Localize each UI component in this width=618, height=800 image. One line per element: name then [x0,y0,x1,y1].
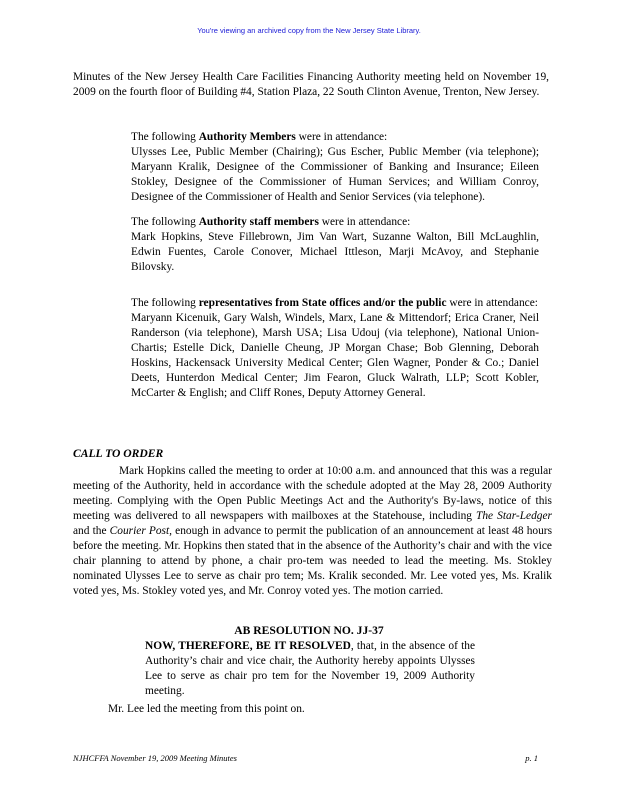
newspaper-star-ledger: The Star-Ledger [476,510,552,522]
call-to-order-heading: CALL TO ORDER [73,447,164,460]
led-meeting-paragraph: Mr. Lee led the meeting from this point on. [108,703,305,715]
resolution-body: NOW, THEREFORE, BE IT RESOLVED, that, in the absence of the Authority’s chair and vice chair, the Authority hereby appoints Ulysses Lee to serve as chair pro tem for the November 19, 2009 Authority meeting. [145,640,475,697]
resolution-lead-bold: NOW, THEREFORE, BE IT RESOLVED [145,640,351,652]
call-to-order-paragraph: Mark Hopkins called the meeting to order at 10:00 a.m. and announced that this was a regular meeting of the Authority, held in accordance with the schedule adopted at the May 28, 2009 Authority meeting. Complying with the Open Public Meetings Act and the Authority's By-laws, notice of this meeting was delivered to all newspapers with mailboxes at the Statehouse, including The Star-Ledger and the Courier Post, enough in advance to permit the publication of an announcement at least 48 hours before the meeting. Mr. Hopkins then stated that in the absence of the Authority’s chair and with the vice chair planning to attend by phone, a chair pro-tem was needed to lead the meeting. Ms. Stokley nominated Ulysses Lee to serve as chair pro tem; Ms. Kralik seconded. Mr. Lee voted yes, Ms. Kralik voted yes, Ms. Stokley voted yes, and Mr. Conroy voted yes. The motion carried. [73,465,553,597]
public-lead-bold: representatives from State offices and/or the public [198,297,447,309]
members-section [131,130,539,205]
public-section [131,296,539,401]
members-lead-bold: Authority Members [198,131,296,143]
public-lead: The following representatives from State offices and/or the public were in attendance: [131,297,538,309]
intro-paragraph: Minutes of the New Jersey Health Care Facilities Financing Authority meeting held on November 19, 2009 on the fourth floor of Building #4, Station Plaza, 22 South Clinton Avenue, Trenton, New Jersey. [73,71,549,98]
members-lead: The following Authority Members were in attendance: [131,131,388,143]
staff-section [131,215,539,275]
staff-lead: The following Authority staff members were in attendance: [131,216,411,228]
staff-list: Mark Hopkins, Steve Fillebrown, Jim Van Wart, Suzanne Walton, Bill McLaughlin, Edwin Fuentes, Carole Conover, Michael Ittleson, Marji McAvoy, and Stephanie Bilovsky. [131,231,539,273]
archive-banner-link[interactable]: You're viewing an archived copy from the New Jersey State Library. [197,26,421,35]
members-list: Ulysses Lee, Public Member (Chairing); Gus Escher, Public Member (via telephone); Maryann Kralik, Designee of the Commissioner of Banking and Insurance; Eileen Stokley, Designee of the Commissioner of Human Services; and William Conroy, Designee of the Commissioner of Health and Senior Services (via telephone). [131,146,539,203]
footer-title: NJHCFFA November 19, 2009 Meeting Minutes [73,753,237,763]
newspaper-courier-post: Courier Post, [109,525,172,537]
staff-lead-bold: Authority staff members [198,216,319,228]
footer-page-number: p. 1 [525,753,538,763]
public-list: Maryann Kicenuik, Gary Walsh, Windels, Marx, Lane & Mittendorf; Erica Craner, Neil Randerson (via telephone), Marsh USA; Lisa Udouj (via telephone), National Union-Chartis; Estelle Dick, Danielle Cheung, JP Morgan Chase; Bob Glenning, Deborah Hoskins, Hackensack University Medical Center; Glen Wagner, Ponder & Co.; Daniel Deets, Hunterdon Medical Center; Jim Fearon, Gluck Walrath, LLP; Scott Kobler, McCarter & English; and Cliff Rones, Deputy Attorney General. [131,312,539,399]
resolution-title: AB RESOLUTION NO. JJ-37 [234,624,384,637]
